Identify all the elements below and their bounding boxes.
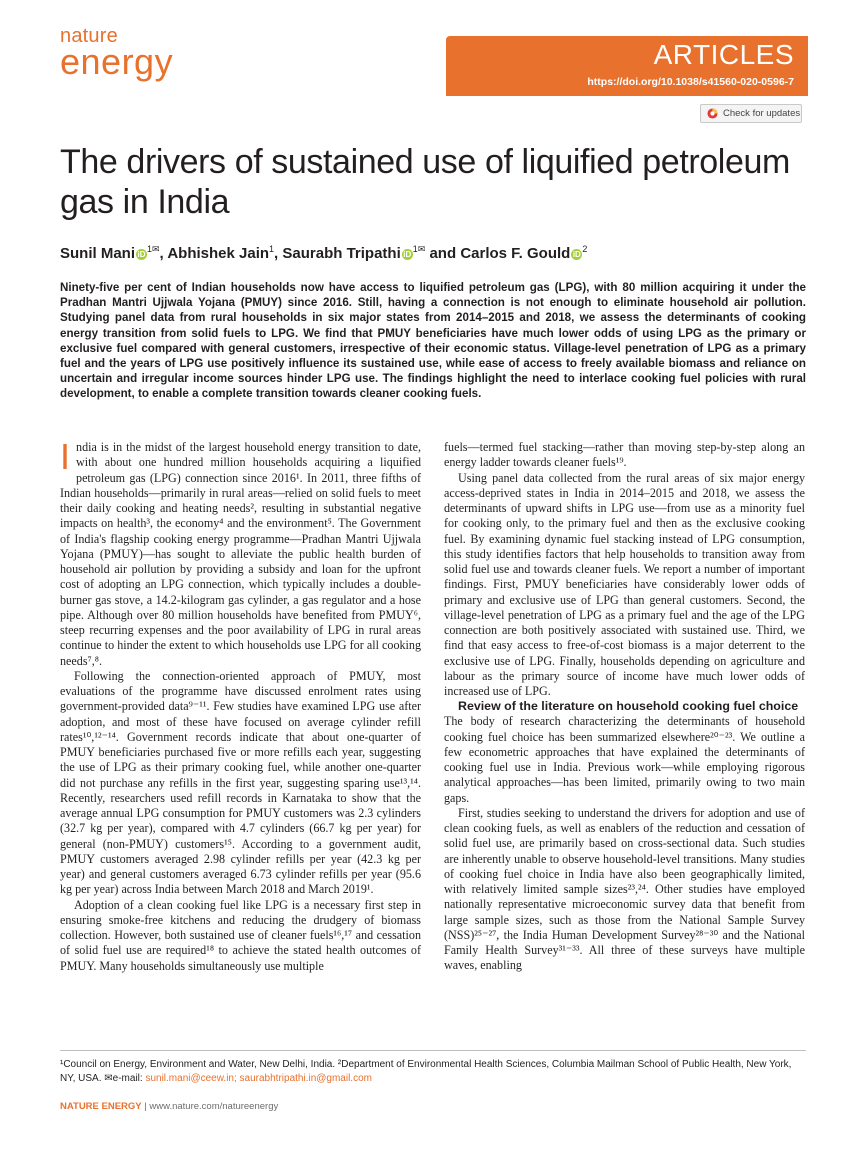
section-heading: Review of the literature on household cooking fuel choice [458,699,799,714]
author-separator: and [425,245,461,262]
check-for-updates-label: Check for updates [723,108,801,119]
author-name[interactable]: Sunil Mani [60,245,135,262]
author-affiliation-marker: 2 [582,244,588,254]
author-affiliation-marker: 1✉ [147,244,160,254]
logo-line-energy: energy [60,41,174,82]
article-title: The drivers of sustained use of liquified petroleum gas in India [60,143,790,221]
author-name[interactable]: Abhishek Jain [167,245,270,262]
dropcap: I [60,436,71,477]
page-footer [60,1101,278,1112]
author-name[interactable]: Saurabh Tripathi [282,245,401,262]
orcid-icon[interactable]: iD [137,250,146,259]
paragraph-text: ndia is in the midst of the largest household energy transition to date, with about one hundred million households acquiring a liquified petroleum gas (LPG) connection since 2016¹. In 2011, three fifths of Indian households—primarily in rural areas—relied on solid fuels to meet their daily cooking and heating needs², resulting in substantial negative impacts on health³, the economy⁴ and the environment⁵. The Government of India's flagship cooking energy programme—Pradhan Mantri Ujjwala Yojana (PMUY)—has sought to alleviate the public health burden of household air pollution by providing a subsidy and loan for the upfront cost of adopting an LPG connection, which typically includes a double-burner gas stove, a 14.2-kilogram gas cylinder, a gas regulator and a hose pipe. Although over 80 million households have benefited from PMUY⁶, steep recurring expenses and the poor availability of LPG in rural areas continue to hinder the extent to which households use LPG for all cooking needs⁷,⁸. [60,440,421,668]
author-affiliation-marker: 1 [269,244,275,254]
affiliation-text: ¹Council on Energy, Environment and Water, New Delhi, India. ²Department of Environmental Health Sciences, Columbia Mailman School of Public Health, New York, NY, USA. ✉e-mail: [60,1059,792,1084]
orcid-icon[interactable]: iD [572,250,581,259]
orcid-icon[interactable]: iD [403,250,412,259]
author-separator: , [274,245,283,262]
author-separator: , [159,245,168,262]
body-column-left [60,436,421,974]
check-for-updates-button[interactable] [700,104,802,123]
body-paragraph: Adoption of a clean cooking fuel like LPG is a necessary first step in ensuring smoke-free kitchens and reducing the drudgery of biomass collection. However, both sustained use of cleaner fuels¹⁶,¹⁷ and cessation of solid fuel use are required¹⁸ to achieve the stated health outcomes of PMUY. Many households simultaneously use multiple [60,897,421,973]
author-list [60,244,820,262]
body-paragraph: fuels—termed fuel stacking—rather than moving step-by-step along an energy ladder towards cleaner fuels¹⁹. [444,440,805,470]
affiliation-divider [60,1050,806,1051]
body-paragraph [60,436,421,669]
journal-logo [60,26,190,80]
footer-journal: NATURE ENERGY [60,1101,142,1112]
logo-line-nature: nature [60,25,118,47]
section-label: ARTICLES [653,39,794,70]
body-paragraph: First, studies seeking to understand the drivers for adoption and use of clean cooking fuels, as well as enablers of the reduction and cessation of solid fuel use, are primarily based on cross-sectional data. Such studies are inherently unable to observe household-level transitions. Many studies of cooking fuel choice in India have also been geographically limited, with relatively limited sample sizes²³,²⁴. Other studies have employed nationally representative microeconomic survey data that benefit from large sample sizes, such as those from the National Sample Survey (NSS)²⁵⁻²⁷, the India Human Development Survey²⁸⁻³⁰ and the National Family Health Survey³¹⁻³³. All three of these surveys have multiple waves, enabling [444,805,805,973]
body-paragraph: Following the connection-oriented approach of PMUY, most evaluations of the programme have discussed enrolment rates using government-provided data⁹⁻¹¹. Few studies have examined LPG use after adoption, and most of these have focused on average cylinder refill rates¹⁰,¹²⁻¹⁴. Government records indicate that about one-quarter of PMUY beneficiaries purchased five or more refills each year, suggesting the use of LPG as their primary cooking fuel, while another one-quarter did not purchase any refills in the first year, suggesting sparing use¹³,¹⁴. Recently, researchers used refill records in Karnataka to show that the average annual LPG consumption for PMUY customers was 2.3 cylinders (32.7 kg per year), compared with 4.7 cylinders (66.7 kg per year) for general (non-PMUY) customers¹⁵. According to a government audit, PMUY customers averaged 2.98 cylinder refills per year (42.3 kg per year) and general customers averaged 6.73 cylinder refills per year (95.6 kg per year) across India between March 2018 and March 2019¹. [60,668,421,897]
body-column-right [444,440,805,974]
body-paragraph: The body of research characterizing the determinants of household cooking fuel choice has been summarized elsewhere²⁰⁻²³. We outline a few econometric approaches that have explained the determinants of cooking fuel use in India. Previous work—while employing rigorous analytical approaches—has been limited, primarily owing to two main gaps. [444,714,805,805]
doi-link[interactable]: https://doi.org/10.1038/s41560-020-0596-7 [587,76,794,88]
affiliations [60,1058,806,1086]
footer-separator: | [141,1101,150,1112]
email-links[interactable]: sunil.mani@ceew.in; saurabhtripathi.in@gmail.com [145,1073,372,1084]
body-paragraph: Using panel data collected from the rural areas of six major energy access-deprived states in India in 2014–2015 and 2018, we assess the determinants of upward shifts in LPG use—from use as a minority fuel for cooking only, to the primary fuel and then as the exclusive cooking fuel. By examining dynamic fuel stacking instead of LPG consumption, this study identifies factors that help households to transition away from solid fuel use and towards cleaner fuels. We report a number of important findings. First, PMUY beneficiaries have considerably lower odds of primary and exclusive use of LPG than general customers. Second, the village-level penetration of LPG as a primary fuel and the age of the LPG connection are both positively associated with sustained use. Third, we find that easy access to free-of-cost biomass is a major deterrent to the exclusive use of LPG. Finally, households depending on agriculture and labour as the primary source of income have much lower odds of increased use of LPG. [444,470,805,698]
author-affiliation-marker: 1✉ [412,244,426,254]
footer-url[interactable]: www.nature.com/natureenergy [149,1101,279,1112]
abstract: Ninety-five per cent of Indian households now have access to liquified petroleum gas (LPG), with 80 million acquiring it under the Pradhan Mantri Ujjwala Yojana (PMUY) since 2016. Still, having a connection is not enough to eliminate household air pollution. Studying panel data from rural households in six major states from 2014–2015 and 2018, we assess the determinants of cooking energy transition from solid fuels to LPG. We find that PMUY beneficiaries have much lower odds of using LPG as the primary or exclusive fuel compared with general customers, irrespective of their economic status. Village-level penetration of LPG as a primary fuel and the years of LPG use positively influence its sustained use, while ease of access to freely available biomass and reliance on uncertain and irregular income sources hinder LPG use. The findings highlight the need to interlace cooking fuel policies with rural development, to enable a complete transition towards cleaner cooking fuels. [60,281,806,401]
section-banner [446,36,808,96]
author-name[interactable]: Carlos F. Gould [460,245,571,262]
check-for-updates-icon [707,108,718,119]
